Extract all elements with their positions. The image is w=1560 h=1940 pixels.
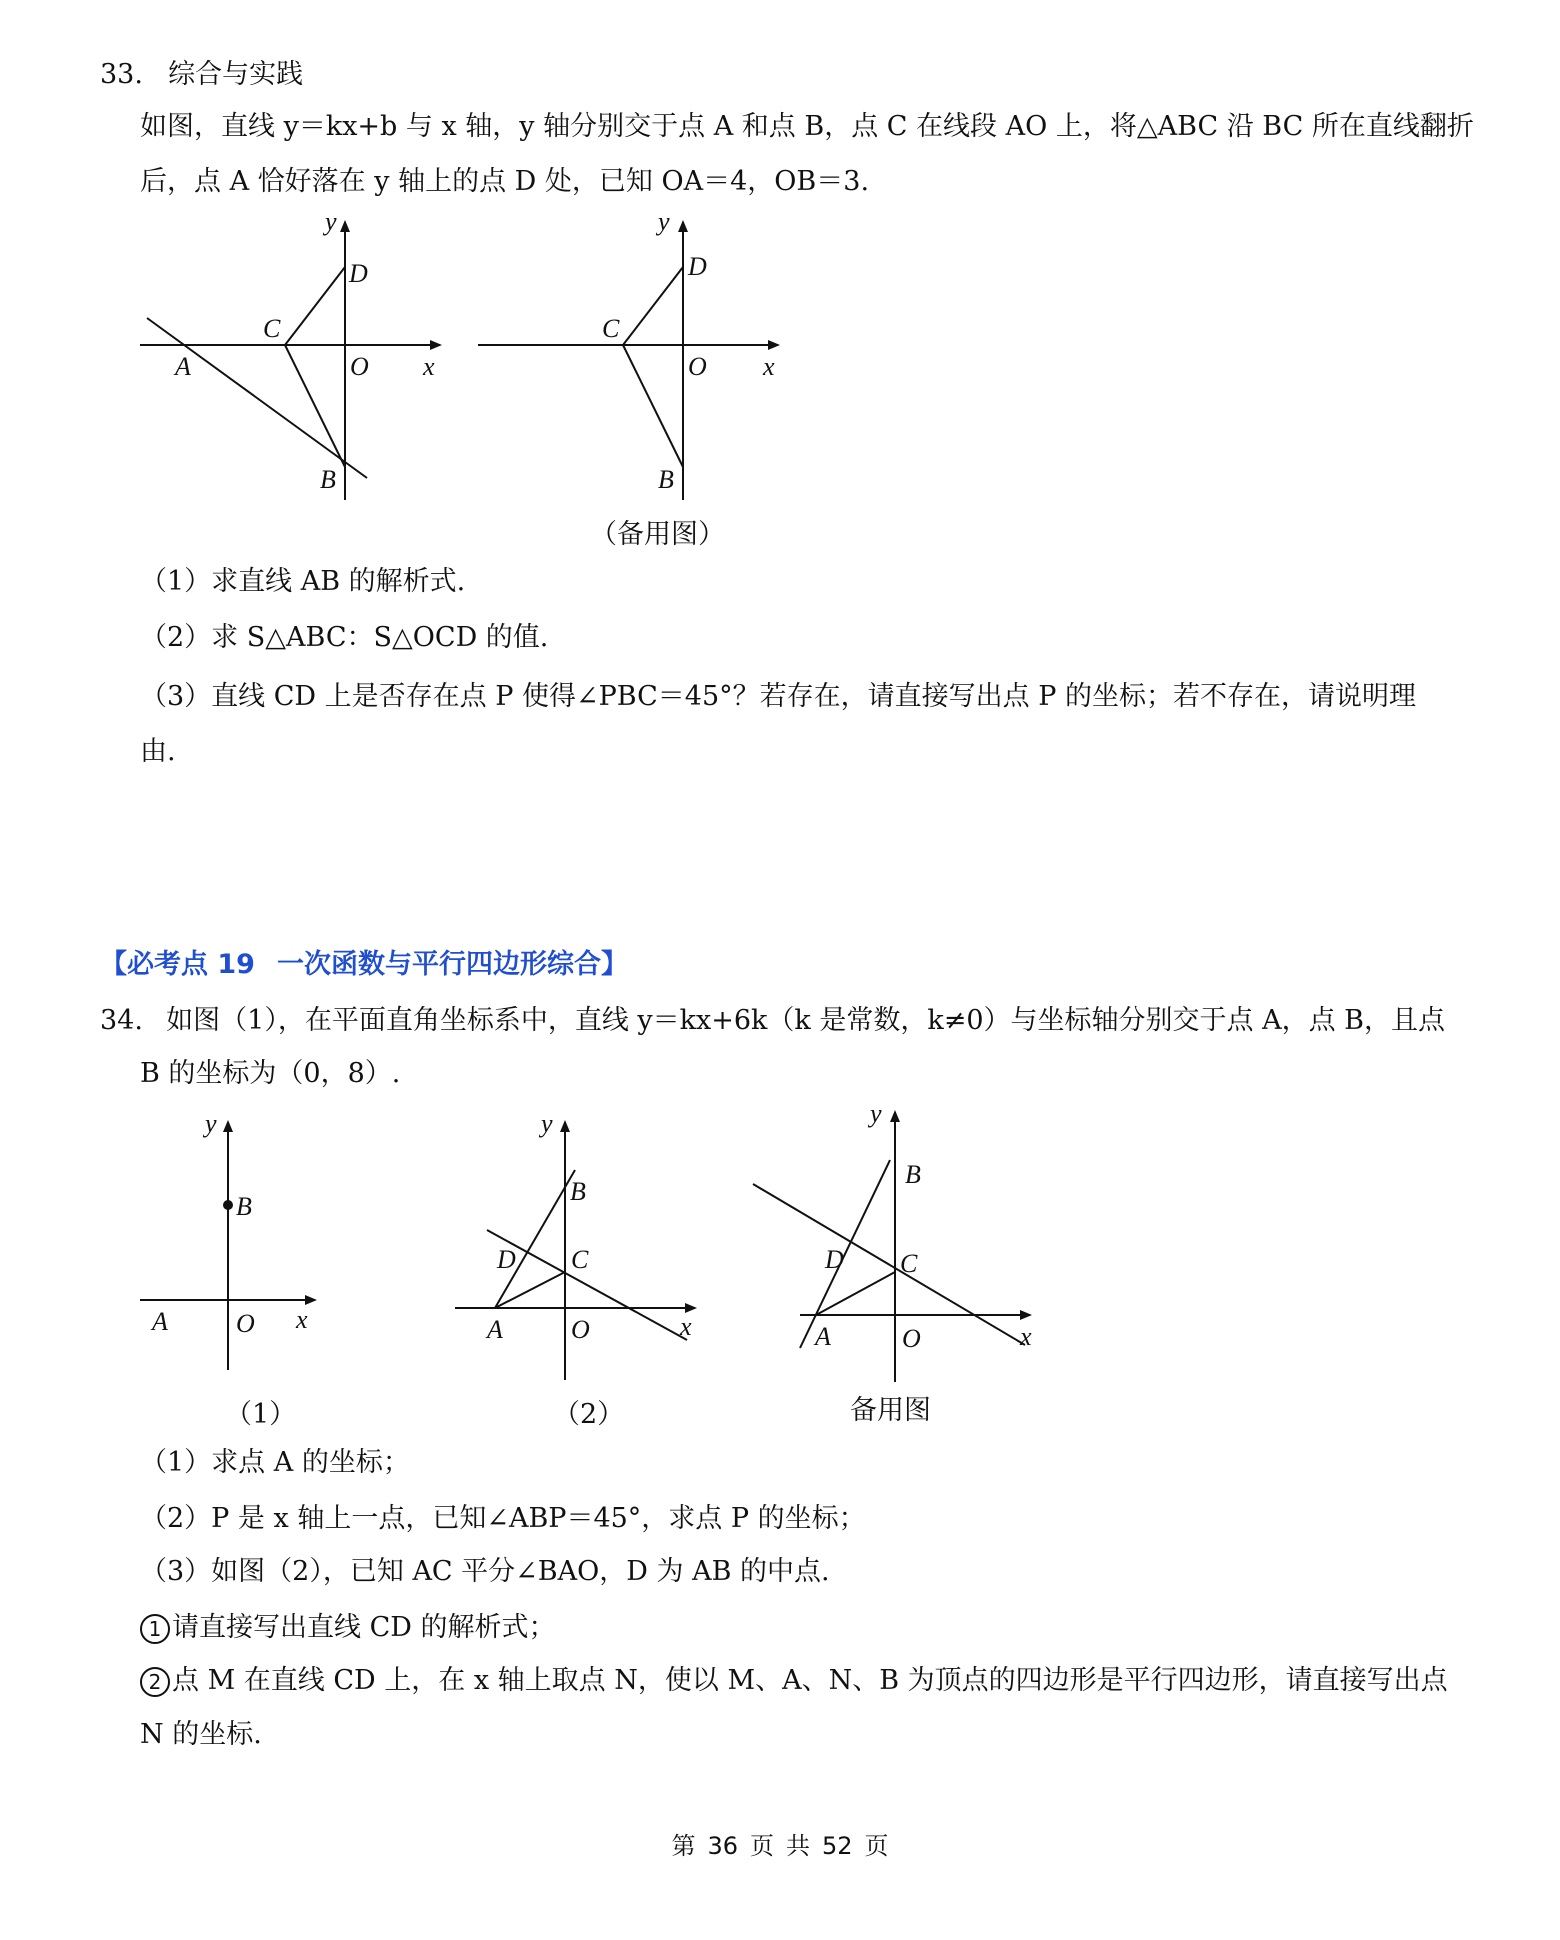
footer-total-pages: 52: [822, 1832, 853, 1860]
q34-figure-2: [455, 1110, 715, 1394]
q33-number: 33.: [100, 59, 143, 90]
circled-number-1: 1: [140, 1614, 170, 1644]
q33-part2: （2）求 S△ABC：S△OCD 的值.: [140, 622, 549, 653]
label-x: x: [763, 352, 775, 381]
q34-stem-text: 如图（1），在平面直角坐标系中，直线 y＝kx+6k（k 是常数，k≠0）与坐标轴分别交于点 A，点 B，且点: [166, 1005, 1446, 1036]
q34-sub2-text: 点 M 在直线 CD 上，在 x 轴上取点 N，使以 M、A、N、B 为顶点的四边形是平行四边形，请直接写出点: [172, 1665, 1448, 1696]
label-d: D: [688, 252, 707, 281]
section-heading: [100, 942, 628, 981]
q34-figure-1: [140, 1110, 340, 1384]
label-x: x: [680, 1312, 692, 1341]
label-a: A: [152, 1307, 168, 1336]
q33-stem-line2: 后，点 A 恰好落在 y 轴上的点 D 处，已知 OA＝4，OB＝3.: [140, 166, 870, 197]
label-a: A: [175, 352, 191, 381]
q34-number: 34.: [100, 1005, 143, 1036]
q34-stem-line2: B 的坐标为（0，8）.: [140, 1058, 401, 1089]
label-a: A: [487, 1315, 503, 1344]
label-c: C: [900, 1249, 918, 1278]
q34-sub1-text: 请直接写出直线 CD 的解析式；: [172, 1612, 556, 1643]
section-topic: 一次函数与平行四边形综合: [276, 949, 601, 980]
line-ab: [147, 318, 367, 478]
label-c: C: [571, 1245, 589, 1274]
label-y: y: [541, 1109, 553, 1138]
footer-page-unit: 页: [750, 1832, 774, 1860]
q33-title: 综合与实践: [168, 59, 304, 90]
label-o: O: [571, 1315, 590, 1344]
q34-part2: （2）P 是 x 轴上一点，已知∠ABP＝45°，求点 P 的坐标；: [140, 1503, 866, 1534]
page-footer: [0, 1826, 1560, 1861]
segment-cd: [623, 267, 683, 345]
label-d: D: [497, 1245, 516, 1274]
label-d: D: [825, 1245, 844, 1274]
label-b: B: [236, 1192, 252, 1221]
segment-cd: [285, 267, 345, 345]
q33-part1: （1）求直线 AB 的解析式.: [140, 566, 466, 597]
q34-sub2-line1: [140, 1664, 1448, 1698]
section-label: 必考点 19: [127, 949, 255, 980]
q34-sub2-line2: N 的坐标.: [140, 1719, 262, 1750]
q33-part3-line1: （3）直线 CD 上是否存在点 P 使得∠PBC＝45°？若存在，请直接写出点 P 的坐标；若不存在，请说明理: [140, 681, 1416, 712]
q33-part3-line2: 由.: [140, 736, 176, 767]
section-bracket-close: 】: [600, 949, 628, 980]
label-b: B: [320, 465, 336, 494]
q34-figure-spare: [750, 1100, 1050, 1394]
q34-figure-2-caption: （2）: [553, 1399, 625, 1430]
line-cd: [753, 1184, 1025, 1345]
q33-stem-line1: 如图，直线 y＝kx+b 与 x 轴，y 轴分别交于点 A 和点 B，点 C 在线段 AO 上，将△ABC 沿 BC 所在直线翻折: [140, 111, 1474, 142]
segment-cb: [285, 345, 345, 467]
q33-figure-caption: （备用图）: [590, 519, 725, 550]
segment-cb: [623, 345, 683, 467]
q34-part3: （3）如图（2），已知 AC 平分∠BAO，D 为 AB 的中点.: [140, 1556, 830, 1587]
label-d: D: [349, 259, 368, 288]
label-c: C: [602, 314, 620, 343]
footer-page-number: 36: [707, 1832, 738, 1860]
label-y: y: [870, 1099, 882, 1128]
label-o: O: [688, 352, 707, 381]
footer-total-unit: 页: [864, 1832, 889, 1860]
label-y: y: [658, 207, 670, 236]
label-b: B: [905, 1160, 921, 1189]
label-b: B: [658, 465, 674, 494]
label-y: y: [205, 1109, 217, 1138]
q34-stem-line1: [100, 1004, 1445, 1038]
label-o: O: [350, 352, 369, 381]
label-x: x: [1020, 1322, 1032, 1351]
label-y: y: [325, 207, 337, 236]
label-c: C: [263, 314, 281, 343]
label-x: x: [423, 352, 435, 381]
point-b: [223, 1200, 233, 1210]
circled-number-2: 2: [140, 1667, 170, 1697]
footer-page-word: 第: [671, 1832, 696, 1860]
label-x: x: [296, 1305, 308, 1334]
q34-figure-1-caption: （1）: [225, 1399, 297, 1430]
label-b: B: [570, 1177, 586, 1206]
segment-ac: [816, 1272, 895, 1315]
line-ab: [800, 1160, 890, 1348]
q34-part1: （1）求点 A 的坐标；: [140, 1447, 410, 1478]
section-bracket-open: 【: [100, 949, 127, 980]
label-o: O: [902, 1324, 921, 1353]
q33-figure-main: [135, 207, 455, 514]
q33-header: [100, 58, 303, 92]
label-o: O: [236, 1309, 255, 1338]
label-a: A: [815, 1322, 831, 1351]
footer-total-word: 共: [786, 1832, 810, 1860]
q34-sub1: [140, 1611, 555, 1645]
q34-figure-spare-caption: 备用图: [850, 1395, 931, 1426]
q33-figure-spare: [478, 207, 798, 514]
